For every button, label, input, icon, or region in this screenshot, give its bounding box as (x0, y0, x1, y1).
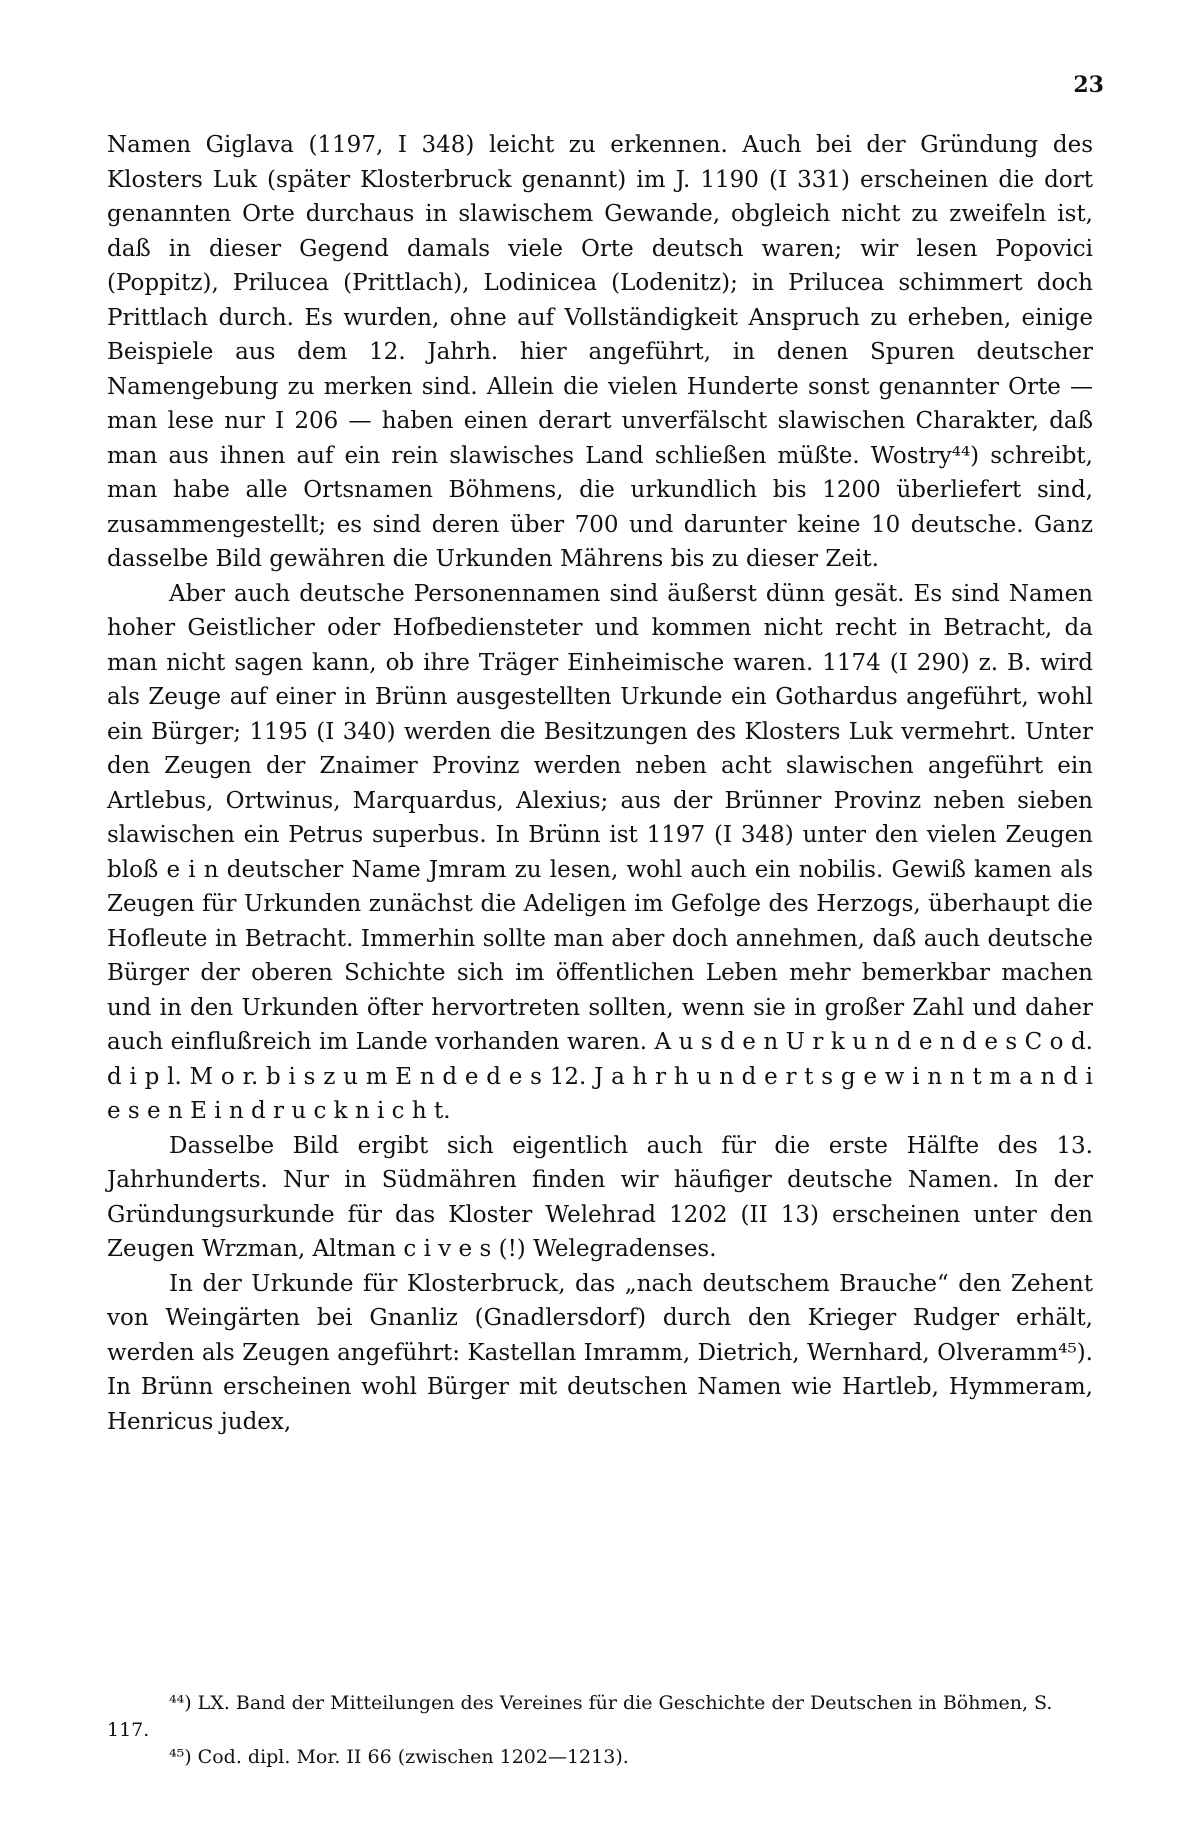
footnote-44: ⁴⁴) LX. Band der Mitteilungen des Vereines für die Geschichte der Deutschen in Böhmen, S. 117. (107, 1692, 1053, 1741)
page-number: 23 (1073, 72, 1104, 98)
paragraph-1: Namen Giglava (1197, I 348) leicht zu erkennen. Auch bei der Gründung des Klosters Luk (später Klosterbruck genannt) im J. 1190 (I 331) erscheinen die dort genannten Orte durchaus in slawischem Gewande, obgleich nicht zu zweifeln ist, daß in dieser Gegend damals viele Orte deutsch waren; wir lesen Popovici (Poppitz), Prilucea (Prittlach), Lodinicea (Lodenitz); in Prilucea schimmert doch Prittlach durch. Es wurden, ohne auf Vollständigkeit Anspruch zu erheben, einige Beispiele aus dem 12. Jahrh. hier angeführt, in denen Spuren deutscher Namengebung zu merken sind. Allein die vielen Hunderte sonst genannter Orte — man lese nur I 206 — haben einen derart unverfälscht slawischen Charakter, daß man aus ihnen auf ein rein slawisches Land schließen müßte. Wostry⁴⁴) schreibt, man habe alle Ortsnamen Böhmens, die urkundlich bis 1200 überliefert sind, zusammengestellt; es sind deren über 700 und darunter keine 10 deutsche. Ganz dasselbe Bild gewähren die Urkunden Mährens bis zu dieser Zeit. (107, 132, 1093, 572)
paragraph-2: Aber auch deutsche Personennamen sind äußerst dünn gesät. Es sind Namen hoher Geistlicher oder Hofbediensteter und kommen nicht recht in Betracht, da man nicht sagen kann, ob ihre Träger Einheimische waren. 1174 (I 290) z. B. wird als Zeuge auf einer in Brünn ausgestellten Urkunde ein Gothardus angeführt, wohl ein Bürger; 1195 (I 340) werden die Besitzungen des Klosters Luk vermehrt. Unter den Zeugen der Znaimer Provinz werden neben acht slawischen angeführt ein Artlebus, Ortwinus, Marquardus, Alexius; aus der Brünner Provinz neben sieben slawischen ein Petrus superbus. In Brünn ist 1197 (I 348) unter den vielen Zeugen bloß e i n deutscher Name Jmram zu lesen, wohl auch ein nobilis. Gewiß kamen als Zeugen für Urkunden zunächst die Adeligen im Gefolge des Herzogs, überhaupt die Hofleute in Betracht. Immerhin sollte man aber doch annehmen, daß auch deutsche Bürger der oberen Schichte sich im öffentlichen Leben mehr bemerkbar machen und in den Urkunden öfter hervortreten sollten, wenn sie in großer Zahl und daher auch einflußreich im Lande vorhanden waren. A u s d e n U r k u n d e n d e s C o d. d i p l. M o r. b i s z u m E n d e d e s 12. J a h r h u n d e r t s g e w i n n t m a n d i e s e n E i n d r u c k n i c h t. (107, 580, 1093, 1124)
footnotes (107, 1690, 1093, 1771)
footnote-45: ⁴⁵) Cod. dipl. Mor. II 66 (zwischen 1202—1213). (169, 1746, 629, 1768)
paragraph-3: Dasselbe Bild ergibt sich eigentlich auch für die erste Hälfte des 13. Jahrhunderts. Nur in Südmähren finden wir häufiger deutsche Namen. In der Gründungsurkunde für das Kloster Welehrad 1202 (II 13) erscheinen unter den Zeugen Wrzman, Altman c i v e s (!) Welegradenses. (107, 1132, 1093, 1262)
body-text (107, 128, 1093, 1439)
paragraph-4: In der Urkunde für Klosterbruck, das „nach deutschem Brauche“ den Zehent von Weingärten bei Gnanliz (Gnadlersdorf) durch den Krieger Rudger erhält, werden als Zeugen angeführt: Kastellan Imramm, Dietrich, Wernhard, Olveramm⁴⁵). In Brünn erscheinen wohl Bürger mit deutschen Namen wie Hartleb, Hymmeram, Henricus judex, (107, 1270, 1093, 1435)
